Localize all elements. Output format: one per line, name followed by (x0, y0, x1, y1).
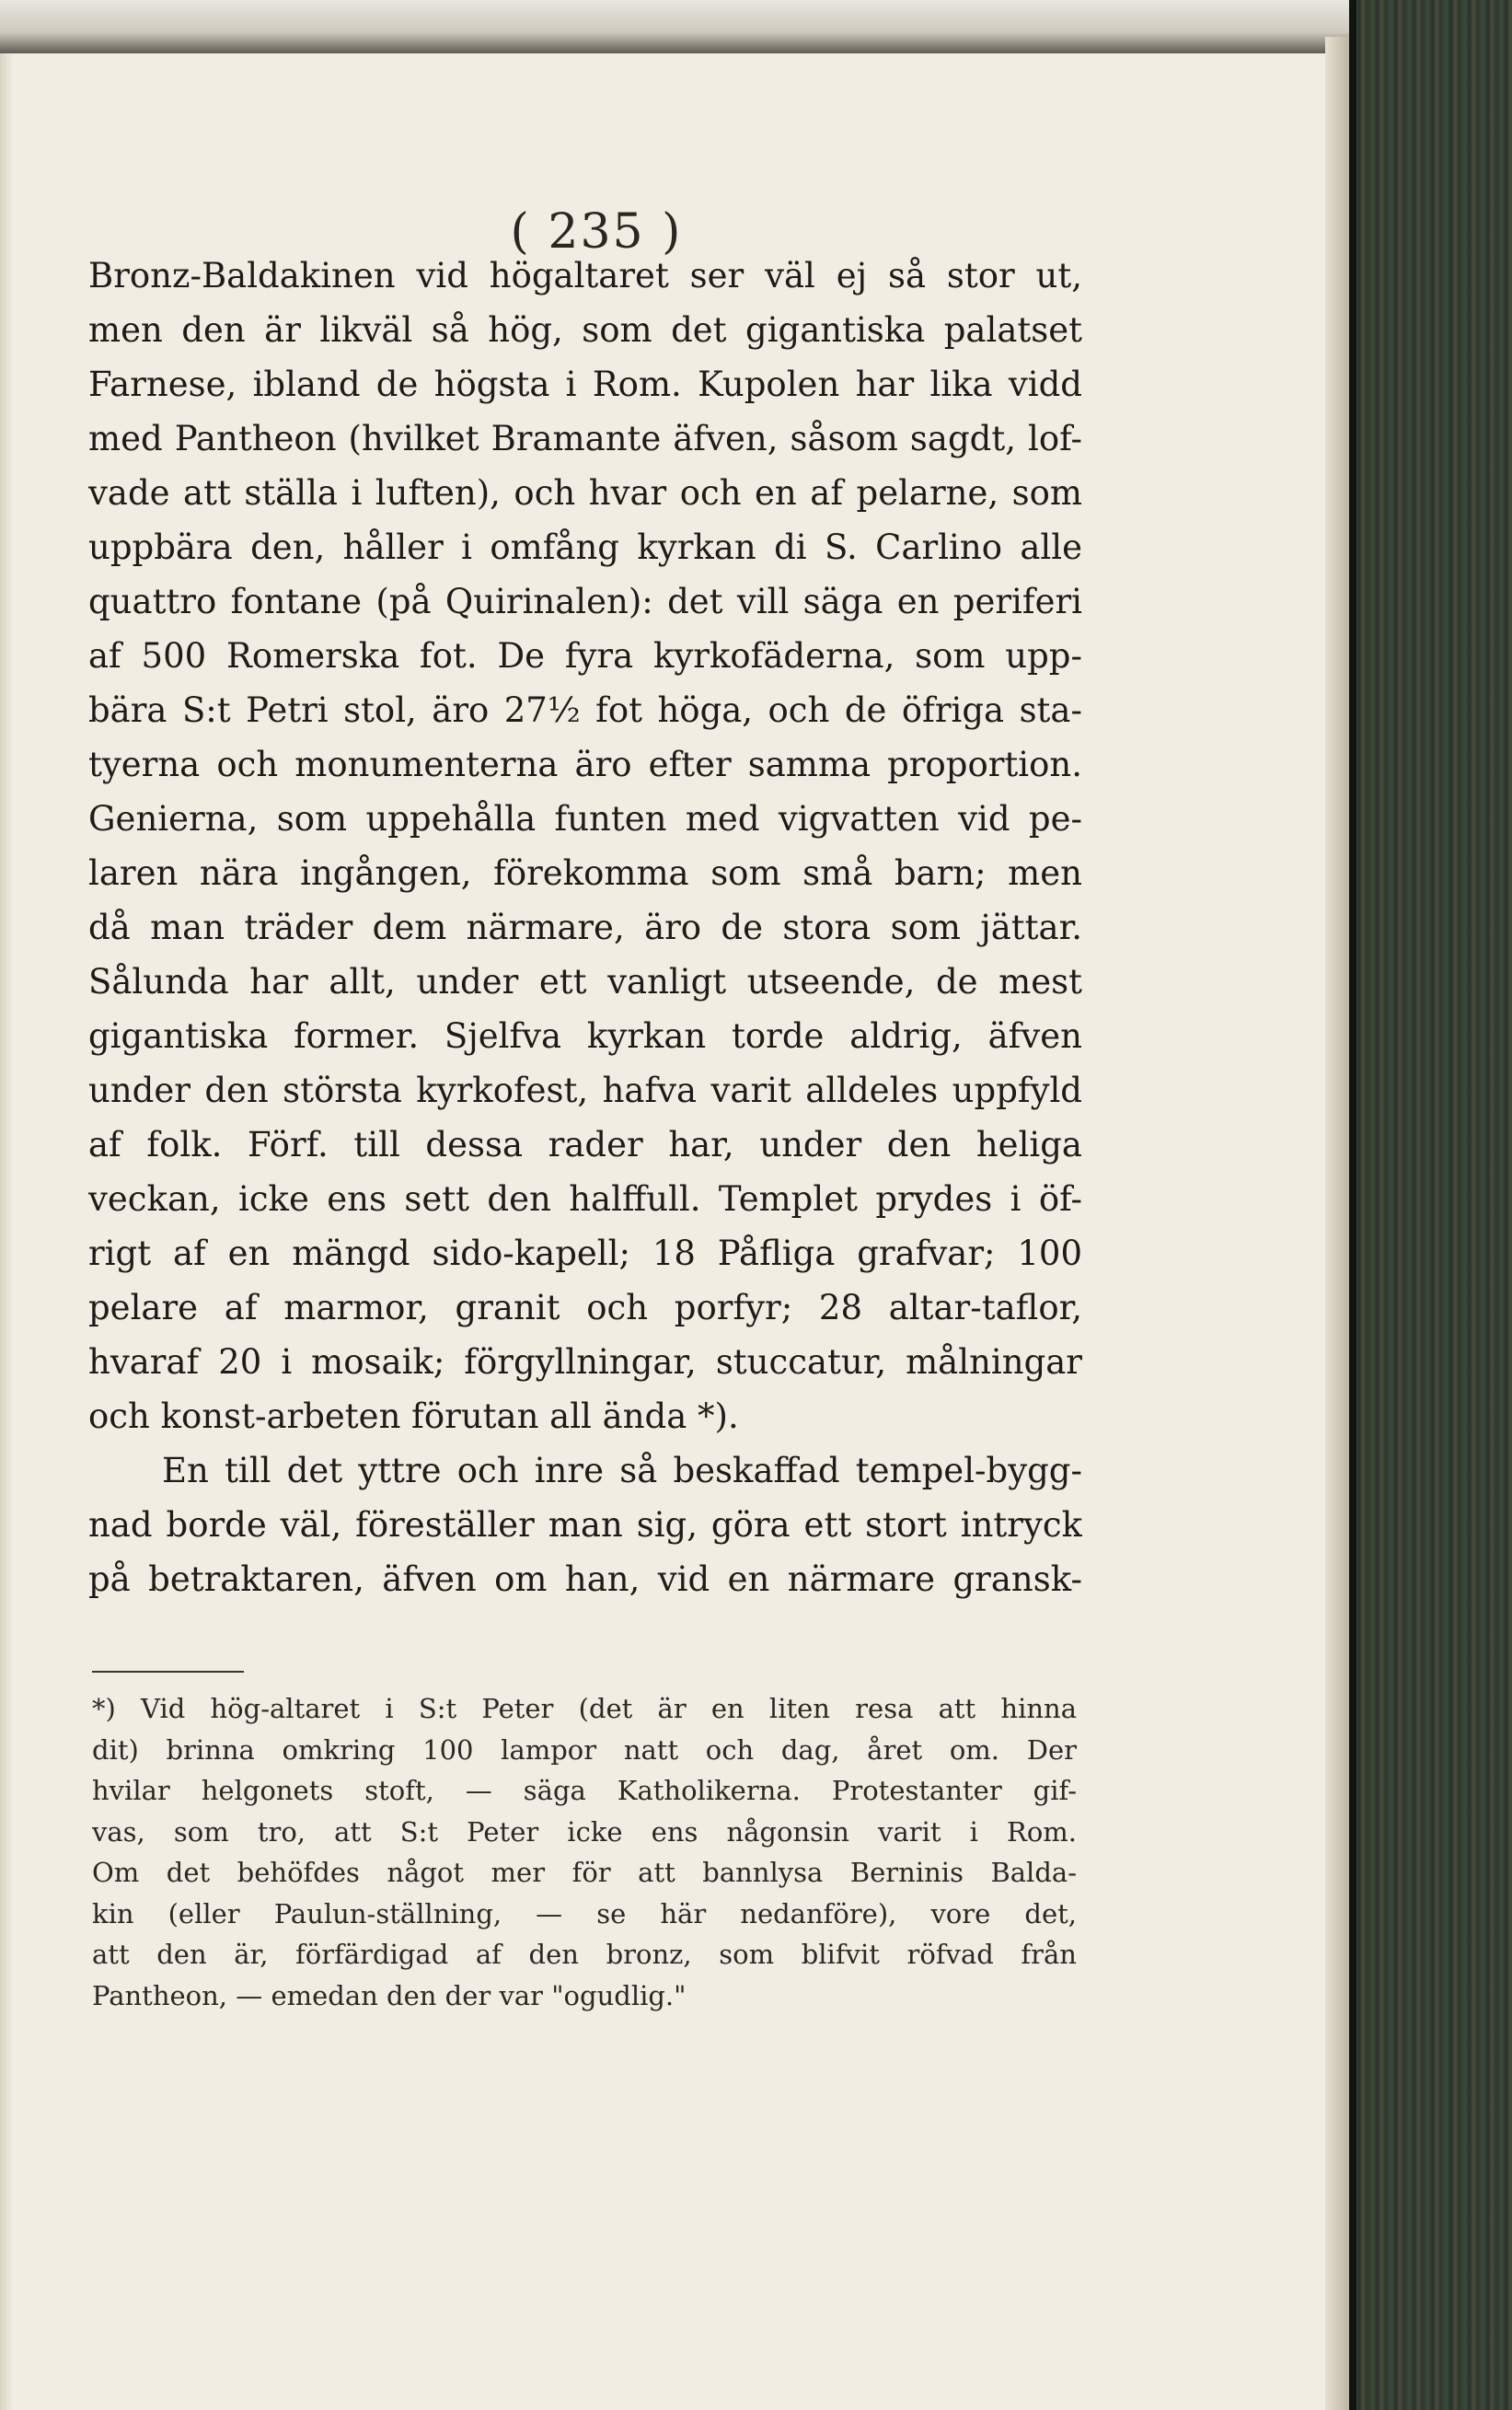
scan-top-band (0, 0, 1512, 53)
footnote-line: *) Vid hög-altaret i S:t Peter (det är en liten resa att hinna (92, 1693, 1077, 1724)
text-line: Genierna, som uppehålla funten med vigvatten vid pe- (88, 799, 1082, 839)
text-line: Farnese, ibland de högsta i Rom. Kupolen har lika vidd (88, 365, 1082, 404)
text-line: på betraktaren, äfven om han, vid en närmare gransk- (88, 1559, 1082, 1599)
footnote-line: Pantheon, — emedan den der var "ogudlig." (92, 1979, 687, 2011)
footnote-line: dit) brinna omkring 100 lampor natt och dag, året om. Der (92, 1733, 1077, 1766)
book-spine-edge (1349, 0, 1356, 2410)
footnote-line: vas, som tro, att S:t Peter icke ens någonsin varit i Rom. (92, 1815, 1077, 1848)
text-line: tyerna och monumenterna äro efter samma proportion. (88, 745, 1082, 784)
text-line: af 500 Romerska fot. De fyra kyrkofäderna, som upp- (88, 636, 1082, 676)
text-line: vade att ställa i luften), och hvar och en af pelarne, som (88, 473, 1082, 513)
text-line: och konst-arbeten förutan all ända *). (88, 1396, 739, 1436)
footnote-rule (92, 1671, 244, 1673)
text-line: En till det yttre och inre så beskaffad tempel-bygg- (162, 1451, 1082, 1490)
text-line: veckan, icke ens sett den halffull. Templet prydes i öf- (88, 1179, 1082, 1219)
text-line: nad borde väl, föreställer man sig, göra ett stort intryck (88, 1505, 1082, 1545)
page-left-shade (0, 53, 13, 2410)
text-line: då man träder dem närmare, äro de stora som jättar. (88, 908, 1082, 947)
text-line: pelare af marmor, granit och porfyr; 28 altar-taflor, (88, 1288, 1082, 1327)
text-line: men den är likväl så hög, som det gigantiska palatset (88, 310, 1082, 350)
text-line: uppbära den, håller i omfång kyrkan di S. Carlino alle (88, 527, 1082, 567)
main-text-block (88, 249, 1082, 1606)
book-spine (1349, 0, 1512, 2410)
footnote-block (92, 1688, 1077, 2016)
text-line: rigt af en mängd sido-kapell; 18 Påfliga grafvar; 100 (88, 1234, 1082, 1273)
footnote-line: hvilar helgonets stoft, — säga Katholikerna. Protestanter gif- (92, 1775, 1077, 1806)
text-line: under den största kyrkofest, hafva varit alldeles uppfyld (88, 1071, 1082, 1110)
text-line: gigantiska former. Sjelfva kyrkan torde aldrig, äfven (88, 1016, 1082, 1056)
text-line: hvaraf 20 i mosaik; förgyllningar, stuccatur, målningar (88, 1342, 1082, 1382)
text-line: quattro fontane (på Quirinalen): det vill säga en periferi (88, 582, 1082, 621)
text-line: bära S:t Petri stol, äro 27½ fot höga, och de öfriga sta- (88, 690, 1082, 730)
footnote-line: kin (eller Paulun-ställning, — se här nedanföre), vore det, (92, 1897, 1077, 1929)
text-line: med Pantheon (hvilket Bramante äfven, såsom sagdt, lof- (88, 419, 1082, 458)
text-line: af folk. Förf. till dessa rader har, under den heliga (88, 1125, 1082, 1164)
text-line: Bronz-Baldakinen vid högaltaret ser väl ej så stor ut, (88, 256, 1082, 295)
footnote-line: Om det behöfdes något mer för att bannlysa Berninis Balda- (92, 1857, 1077, 1888)
text-line: Sålunda har allt, under ett vanligt utseende, de mest (88, 962, 1082, 1002)
text-line: laren nära ingången, förekomma som små barn; men (88, 853, 1082, 893)
footnote-line: att den är, förfärdigad af den bronz, som blifvit röfvad från (92, 1939, 1077, 1970)
page-edge-gutter (1325, 37, 1349, 2410)
page-number: ( 235 ) (510, 204, 683, 260)
